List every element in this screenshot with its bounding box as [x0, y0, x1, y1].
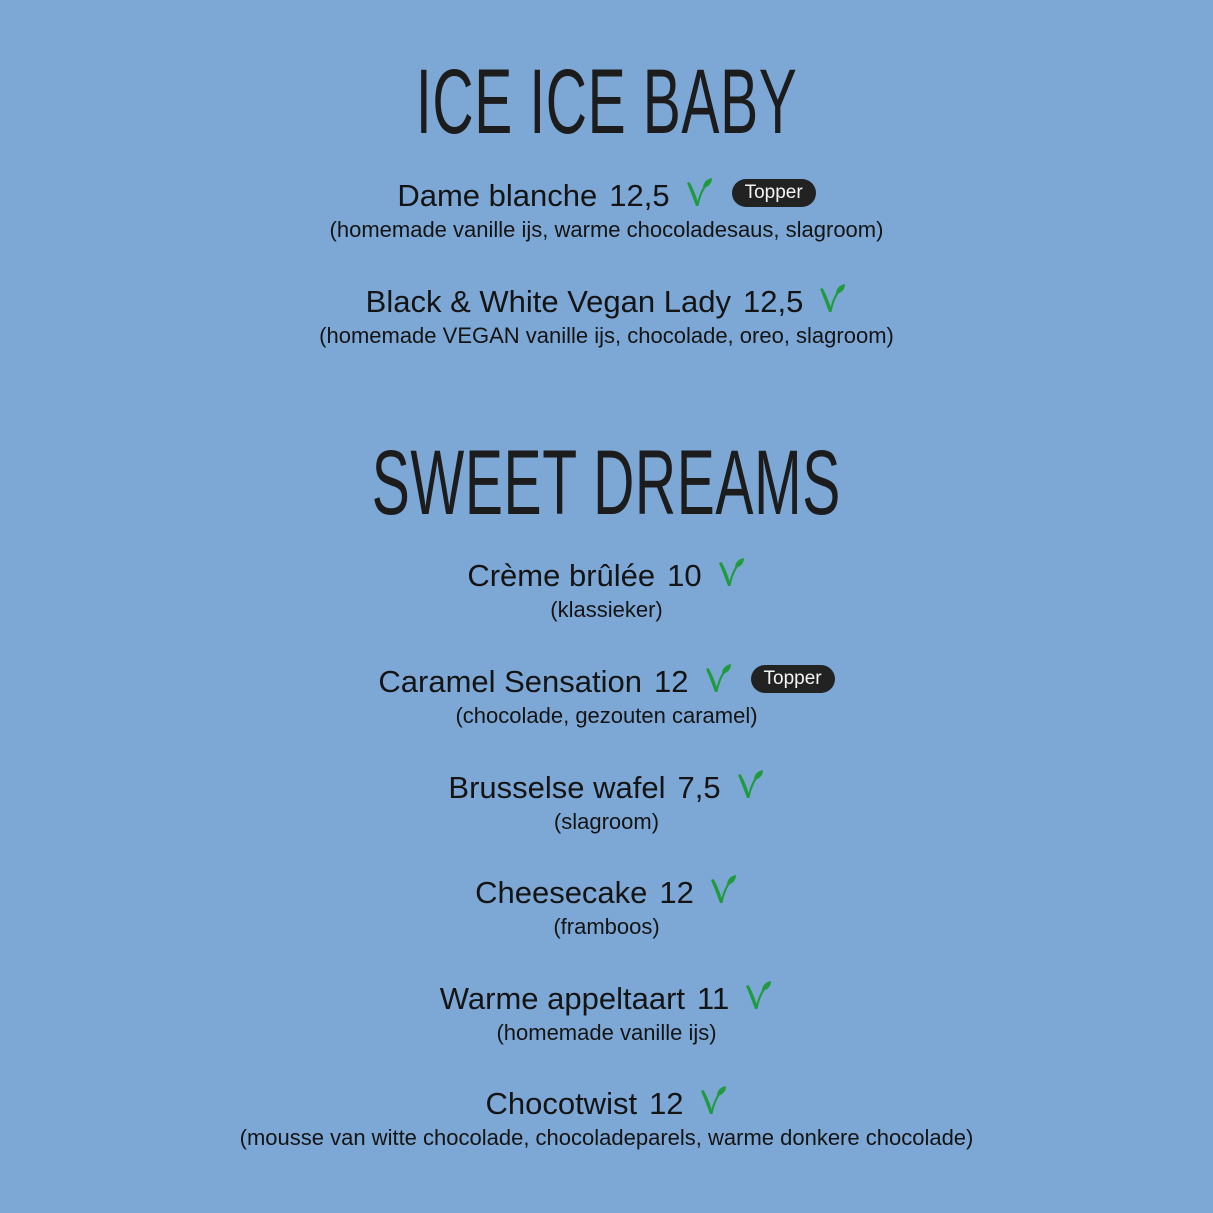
section-title-ice-ice-baby: ICE ICE BABY — [415, 51, 798, 153]
item-name: Cheesecake — [475, 875, 648, 910]
menu-item-warme-appeltaart — [0, 979, 1213, 1046]
item-name: Black & White Vegan Lady — [365, 284, 731, 319]
item-description: (homemade VEGAN vanille ijs, chocolade, oreo, slagroom) — [319, 323, 894, 348]
leaf-v-icon — [703, 662, 733, 694]
leaf-v-icon — [684, 176, 714, 208]
section-title-sweet-dreams: SWEET DREAMS — [371, 432, 842, 534]
item-description: (homemade vanille ijs) — [496, 1020, 717, 1045]
item-name: Caramel Sensation — [378, 664, 643, 699]
topper-badge: Topper — [732, 179, 816, 207]
item-description: (mousse van witte chocolade, chocoladeparels, warme donkere chocolade) — [239, 1125, 974, 1150]
menu-item-chocotwist — [0, 1084, 1213, 1151]
menu-item-caramel-sensation — [0, 662, 1213, 729]
leaf-v-icon — [743, 979, 773, 1011]
menu-item-black-white-vegan-lady — [0, 282, 1213, 349]
item-price: 7,5 — [677, 770, 721, 805]
item-description: (klassieker) — [550, 597, 663, 622]
topper-badge: Topper — [751, 665, 835, 693]
item-price: 12 — [659, 875, 694, 910]
item-price: 12 — [654, 664, 689, 699]
leaf-v-icon — [708, 873, 738, 905]
leaf-v-icon — [817, 282, 847, 314]
leaf-v-icon — [698, 1084, 728, 1116]
leaf-v-icon — [716, 556, 746, 588]
menu-item-cheesecake — [0, 873, 1213, 940]
item-description: (chocolade, gezouten caramel) — [455, 703, 758, 728]
item-price: 12 — [649, 1086, 684, 1121]
item-description: (framboos) — [553, 914, 660, 939]
item-name: Crème brûlée — [467, 558, 656, 593]
item-name: Warme appeltaart — [439, 981, 686, 1016]
item-price: 12,5 — [609, 178, 670, 213]
item-description: (homemade vanille ijs, warme chocoladesaus, slagroom) — [329, 217, 884, 242]
item-name: Brusselse wafel — [448, 770, 666, 805]
leaf-v-icon — [735, 768, 765, 800]
menu-item-creme-brulee — [0, 556, 1213, 623]
item-price: 12,5 — [742, 284, 804, 319]
item-price: 11 — [697, 981, 730, 1016]
item-name: Dame blanche — [397, 178, 598, 213]
item-description: (slagroom) — [553, 809, 660, 834]
item-name: Chocotwist — [485, 1086, 638, 1121]
menu-item-dame-blanche — [0, 176, 1213, 243]
menu-item-brusselse-wafel — [0, 768, 1213, 835]
item-price: 10 — [667, 558, 702, 593]
